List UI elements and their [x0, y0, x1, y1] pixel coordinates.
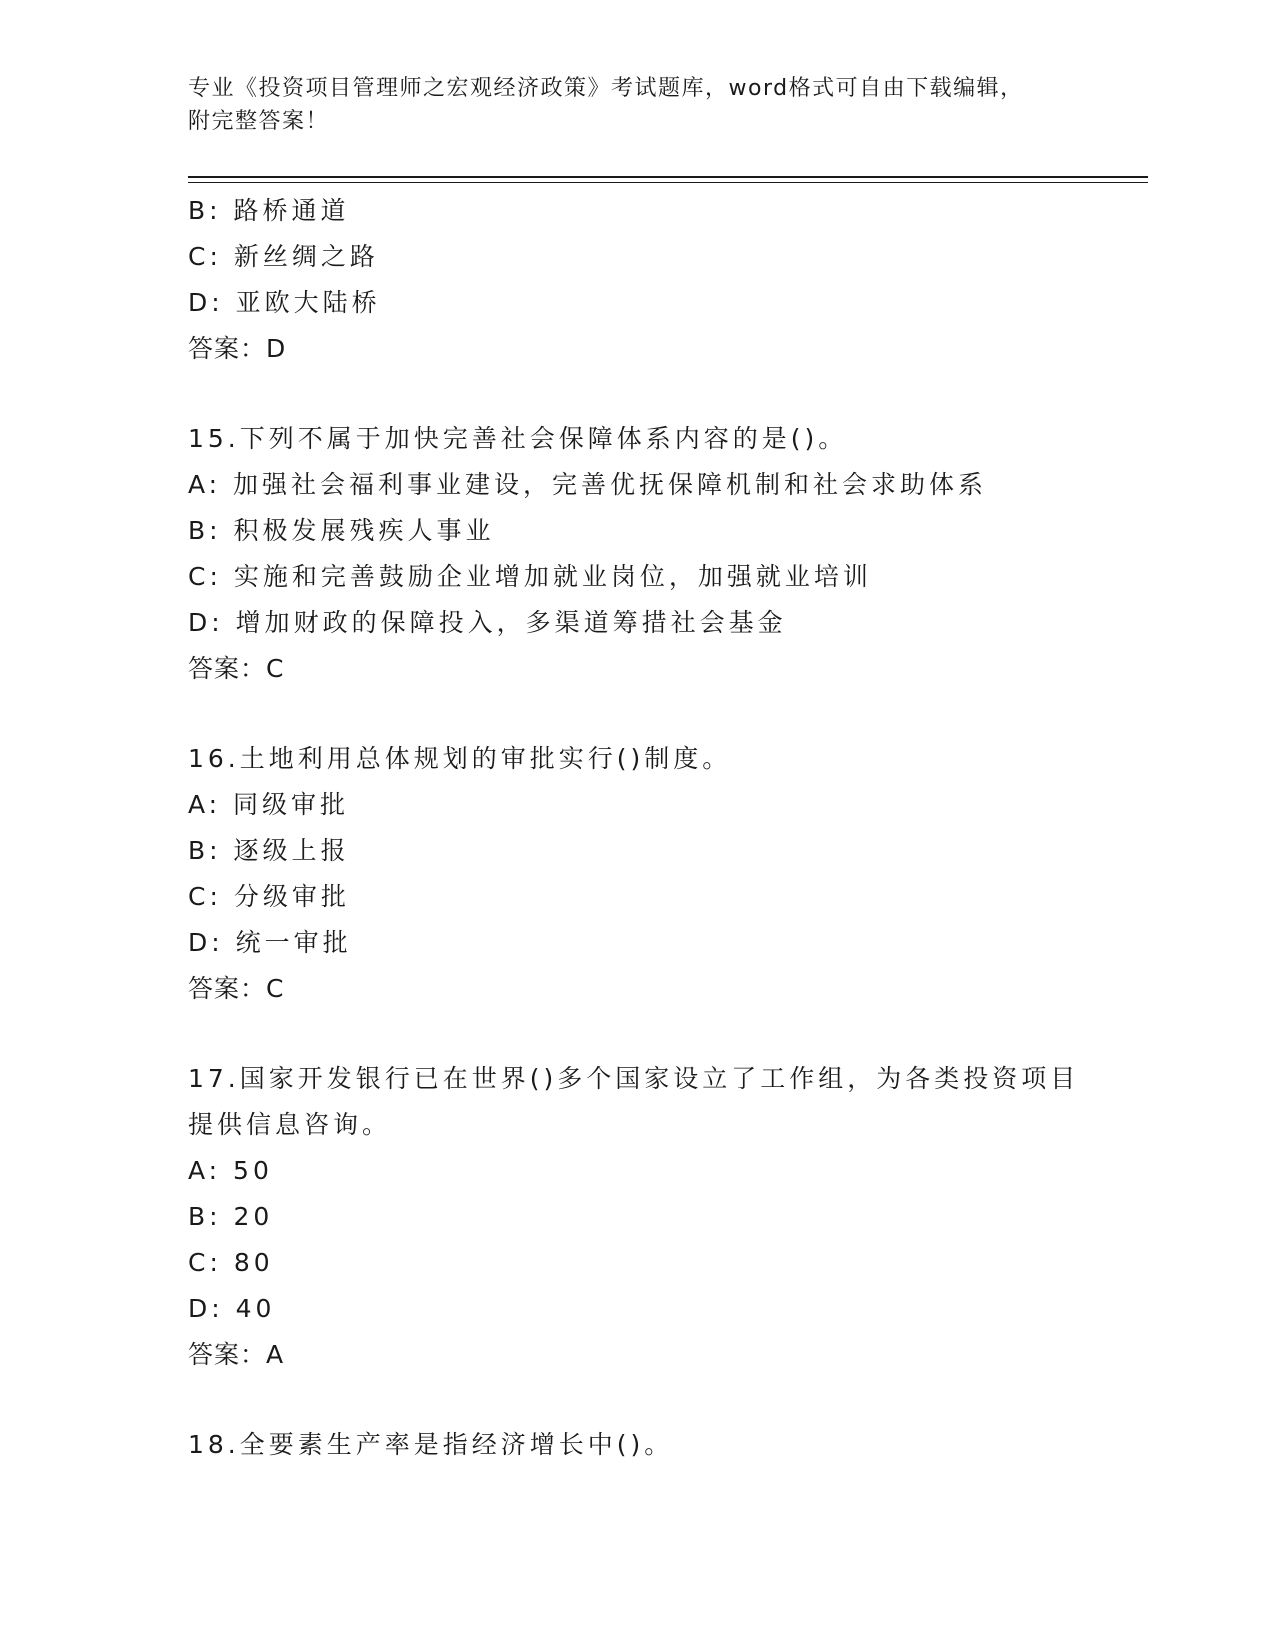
option-label: D:	[188, 928, 224, 957]
option-text: 亚欧大陆桥	[235, 288, 381, 317]
option-text: 80	[233, 1248, 274, 1277]
question-14-continued	[188, 188, 1088, 372]
answer: 答案：C	[188, 974, 285, 1003]
option-text: 实施和完善鼓励企业增加就业岗位，加强就业培训	[233, 562, 872, 591]
header-line-2: 附完整答案！	[188, 109, 330, 134]
question-stem-line-1: 17.国家开发银行已在世界()多个国家设立了工作组，为各类投资项目	[188, 1064, 1080, 1093]
option-label: C:	[188, 1248, 222, 1277]
header-divider-thin	[188, 182, 1148, 183]
option-label: C:	[188, 562, 222, 591]
option-d	[188, 600, 1088, 646]
option-d	[188, 280, 1088, 326]
option-d	[188, 1286, 1088, 1332]
option-c	[188, 1240, 1088, 1286]
option-label: C:	[188, 242, 222, 271]
option-text: 50	[233, 1156, 273, 1185]
option-label: A:	[188, 1156, 222, 1185]
option-text: 20	[233, 1202, 274, 1231]
option-text: 统一审批	[235, 928, 352, 957]
option-text: 新丝绸之路	[233, 242, 379, 271]
option-c	[188, 874, 1088, 920]
option-text: 增加财政的保障投入，多渠道筹措社会基金	[235, 608, 787, 637]
option-label: D:	[188, 608, 224, 637]
question-stem: 18.全要素生产率是指经济增长中()。	[188, 1430, 674, 1459]
option-b	[188, 1194, 1088, 1240]
option-label: D:	[188, 1294, 224, 1323]
option-b	[188, 188, 1088, 234]
question-17	[188, 1056, 1088, 1378]
option-b	[188, 508, 1088, 554]
option-label: B:	[188, 516, 222, 545]
spacer	[188, 692, 1088, 736]
header-line-1: 专业《投资项目管理师之宏观经济政策》考试题库，word格式可自由下载编辑，	[188, 76, 1024, 101]
spacer	[188, 372, 1088, 416]
option-label: D:	[188, 288, 224, 317]
option-text: 40	[235, 1294, 276, 1323]
option-a	[188, 1148, 1088, 1194]
document-header	[188, 72, 1088, 138]
option-text: 路桥通道	[233, 196, 350, 225]
option-label: B:	[188, 836, 222, 865]
option-label: A:	[188, 470, 222, 499]
spacer	[188, 1378, 1088, 1422]
option-text: 逐级上报	[233, 836, 350, 865]
option-label: A:	[188, 790, 222, 819]
question-stem: 16.土地利用总体规划的审批实行()制度。	[188, 744, 732, 773]
question-list	[188, 188, 1088, 1468]
option-b	[188, 828, 1088, 874]
option-c	[188, 554, 1088, 600]
answer: 答案：C	[188, 654, 285, 683]
option-label: C:	[188, 882, 222, 911]
question-15	[188, 416, 1088, 692]
option-label: B:	[188, 196, 222, 225]
spacer	[188, 1012, 1088, 1056]
question-stem: 15.下列不属于加快完善社会保障体系内容的是()。	[188, 424, 848, 453]
question-stem-line-2: 提供信息咨询。	[188, 1110, 392, 1139]
question-18	[188, 1422, 1088, 1468]
option-label: B:	[188, 1202, 222, 1231]
answer: 答案：D	[188, 334, 287, 363]
option-c	[188, 234, 1088, 280]
option-text: 加强社会福利事业建设，完善优抚保障机制和社会求助体系	[233, 470, 988, 499]
header-divider-thick	[188, 176, 1148, 178]
option-text: 同级审批	[233, 790, 350, 819]
question-16	[188, 736, 1088, 1012]
option-a	[188, 782, 1088, 828]
option-text: 分级审批	[233, 882, 350, 911]
option-text: 积极发展残疾人事业	[233, 516, 495, 545]
option-a	[188, 462, 1088, 508]
answer: 答案：A	[188, 1340, 285, 1369]
option-d	[188, 920, 1088, 966]
